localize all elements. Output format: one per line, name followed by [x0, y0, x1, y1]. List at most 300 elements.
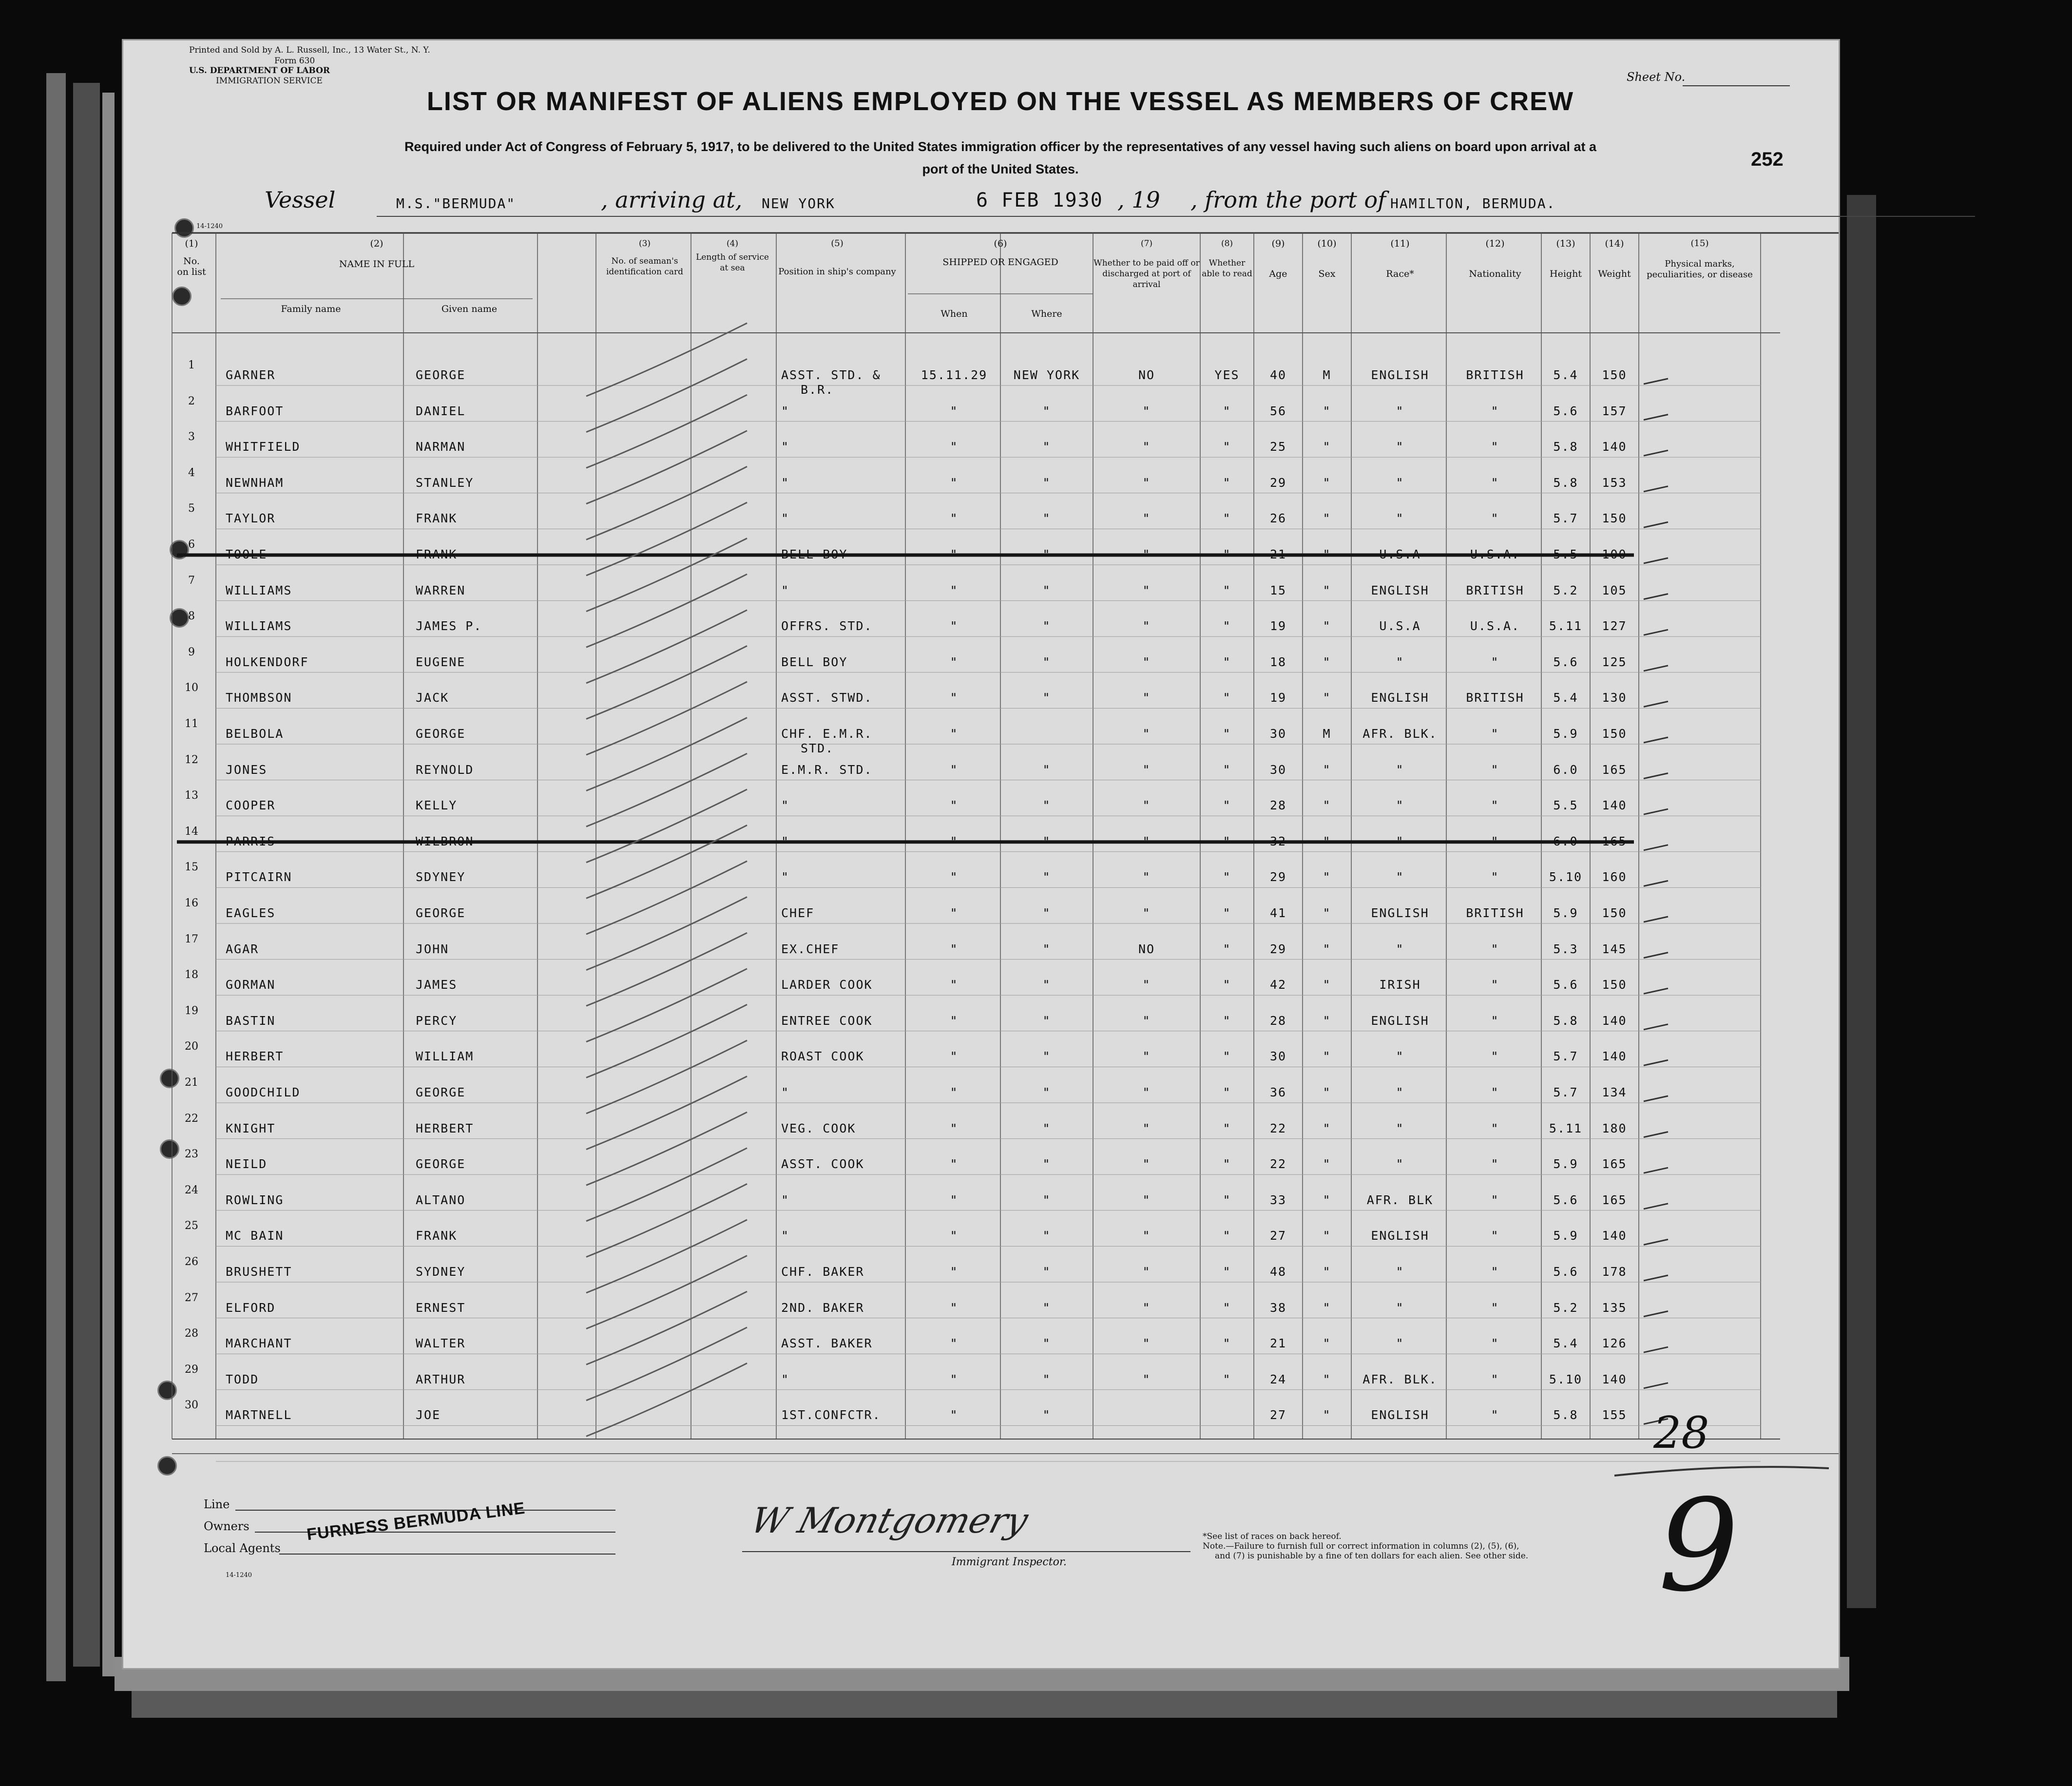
sex-cell: " [1323, 1300, 1331, 1315]
race-cell: " [1396, 870, 1404, 884]
weight-cell: 140 [1602, 1229, 1627, 1243]
race-cell: " [1396, 941, 1404, 956]
read-cell: " [1223, 834, 1231, 848]
age-cell: 22 [1269, 1157, 1287, 1171]
given-cell: GEORGE [416, 1157, 466, 1171]
height-cell: 5.9 [1553, 727, 1578, 741]
height-cell: 5.9 [1553, 1157, 1578, 1171]
age-cell: 19 [1269, 691, 1287, 705]
family-cell: EAGLES [226, 906, 276, 920]
film-edge [102, 93, 115, 1676]
col-number: (10) [1317, 238, 1337, 249]
paid-cell: " [1142, 403, 1151, 418]
race-cell: AFR. BLK. [1362, 727, 1438, 741]
year-label: , 19 [1117, 187, 1160, 213]
family-cell: TAYLOR [226, 511, 276, 526]
col1-header [177, 238, 206, 277]
col-number: (6) [994, 238, 1007, 249]
nationality-cell: " [1491, 870, 1499, 884]
given-cell: WARREN [416, 583, 466, 597]
where-cell: " [1042, 1336, 1051, 1351]
paid-cell: " [1142, 1300, 1151, 1315]
penalty-note-1: Note.—Failure to furnish full or correct information in columns (2), (5), (6), [1203, 1541, 1519, 1551]
position-cell: " [781, 1192, 790, 1207]
col-title: Age [1269, 269, 1287, 279]
paid-cell: " [1142, 1372, 1151, 1386]
when-cell: " [950, 1121, 959, 1135]
position-cell: 2ND. BAKER [781, 1300, 864, 1315]
physical-marks-dash [1644, 1311, 1668, 1317]
given-cell: REYNOLD [416, 762, 474, 777]
sex-cell: " [1323, 1121, 1331, 1135]
given-cell: JOE [416, 1408, 441, 1422]
weight-cell: 165 [1602, 762, 1627, 777]
when-cell: " [950, 619, 959, 634]
read-cell: " [1223, 511, 1231, 526]
sex-cell: " [1323, 870, 1331, 884]
col-title: Race* [1386, 269, 1414, 279]
when-cell: " [950, 1336, 959, 1351]
paid-cell: " [1142, 691, 1151, 705]
nationality-cell: " [1491, 834, 1499, 848]
no-cell: 11 [185, 718, 198, 730]
given-cell: ERNEST [416, 1300, 466, 1315]
when-cell: " [950, 727, 959, 741]
sheet-number-label: Sheet No. [1627, 70, 1686, 84]
where-cell: " [1042, 583, 1051, 597]
col-title: Whether to be paid off or discharged at port of arrival [1094, 258, 1200, 289]
age-cell: 41 [1269, 906, 1287, 920]
physical-marks-dash [1644, 845, 1668, 850]
nationality-cell: " [1491, 440, 1499, 454]
race-cell: ENGLISH [1371, 906, 1429, 920]
where-cell: " [1042, 511, 1051, 526]
physical-marks-dash [1644, 1347, 1668, 1352]
where-cell: " [1042, 1157, 1051, 1171]
weight-cell: 140 [1602, 1372, 1627, 1386]
position-cell: " [781, 1085, 790, 1099]
when-cell: " [950, 941, 959, 956]
physical-marks-dash [1644, 809, 1668, 814]
position-cell: BELL BOY [781, 654, 848, 669]
race-cell: IRISH [1379, 978, 1421, 992]
race-cell: ENGLISH [1371, 691, 1429, 705]
given-cell: STANLEY [416, 475, 474, 490]
paid-cell: " [1142, 1121, 1151, 1135]
where-cell: " [1042, 978, 1051, 992]
physical-marks-dash [1644, 1096, 1668, 1101]
from-port-label: , from the port of [1190, 187, 1386, 213]
given-cell: JACK [416, 691, 449, 705]
nationality-cell: " [1491, 1300, 1499, 1315]
physical-marks-dash [1644, 1132, 1668, 1137]
family-cell: WHITFIELD [226, 440, 301, 454]
nationality-cell: U.S.A. [1470, 619, 1520, 634]
nationality-cell: U.S.A. [1470, 547, 1520, 561]
height-cell: 5.2 [1553, 1300, 1578, 1315]
weight-cell: 165 [1602, 834, 1627, 848]
read-cell: " [1223, 403, 1231, 418]
when-cell: " [950, 403, 959, 418]
nationality-cell: " [1491, 941, 1499, 956]
age-cell: 21 [1269, 1336, 1287, 1351]
sex-cell: M [1323, 368, 1331, 382]
nationality-cell: " [1491, 727, 1499, 741]
race-cell: " [1396, 475, 1404, 490]
age-cell: 29 [1269, 870, 1287, 884]
where-cell: " [1042, 1049, 1051, 1064]
where-cell: " [1042, 1192, 1051, 1207]
sex-cell: " [1323, 654, 1331, 669]
physical-marks-dash [1644, 1383, 1668, 1388]
given-cell: DANIEL [416, 403, 466, 418]
requirement-line-1: Required under Act of Congress of February 5, 1917, to be delivered to the United States immigration officer by the representatives of any vessel having such aliens on board upon arrival at a [404, 139, 1597, 154]
weight-cell: 157 [1602, 403, 1627, 418]
given-cell: FRANK [416, 511, 458, 526]
sex-cell: " [1323, 1085, 1331, 1099]
race-cell: " [1396, 1085, 1404, 1099]
no-cell: 26 [185, 1256, 198, 1268]
sex-cell: " [1323, 475, 1331, 490]
age-cell: 28 [1269, 1013, 1287, 1028]
read-cell: " [1223, 762, 1231, 777]
col-number: (7) [1140, 239, 1153, 249]
film-edge [73, 83, 100, 1667]
physical-marks-dash [1644, 666, 1668, 671]
position-cell: " [781, 440, 790, 454]
position-cell: VEG. COOK [781, 1121, 856, 1135]
vessel-label: Vessel [265, 187, 336, 213]
weight-cell: 135 [1602, 1300, 1627, 1315]
race-cell: " [1396, 834, 1404, 848]
given-cell: ALTANO [416, 1192, 466, 1207]
sex-cell: " [1323, 511, 1331, 526]
col-title: No. on list [177, 256, 206, 277]
given-cell: SDYNEY [416, 870, 466, 884]
nationality-cell: " [1491, 511, 1499, 526]
owners-stamp: FURNESS BERMUDA LINE [306, 1498, 526, 1544]
weight-cell: 100 [1602, 547, 1627, 561]
read-cell: " [1223, 1013, 1231, 1028]
where-cell: " [1042, 870, 1051, 884]
age-cell: 40 [1269, 368, 1287, 382]
signature-line [742, 1551, 1190, 1552]
weight-cell: 140 [1602, 1049, 1627, 1064]
family-cell: MARCHANT [226, 1336, 292, 1351]
height-cell: 5.7 [1553, 1085, 1578, 1099]
where-cell: " [1042, 1372, 1051, 1386]
race-cell: ENGLISH [1371, 1013, 1429, 1028]
height-cell: 5.11 [1549, 619, 1583, 634]
no-cell: 25 [185, 1220, 198, 1232]
weight-cell: 165 [1602, 1192, 1627, 1207]
race-cell: " [1396, 403, 1404, 418]
age-cell: 30 [1269, 727, 1287, 741]
nationality-cell: " [1491, 798, 1499, 813]
sex-cell: " [1323, 1192, 1331, 1207]
weight-cell: 165 [1602, 1157, 1627, 1171]
given-cell: SYDNEY [416, 1265, 466, 1279]
sex-cell: " [1323, 1336, 1331, 1351]
no-cell: 30 [185, 1399, 198, 1412]
weight-cell: 153 [1602, 475, 1627, 490]
col11-header [1351, 238, 1449, 279]
sex-cell: " [1323, 691, 1331, 705]
height-cell: 5.7 [1553, 1049, 1578, 1064]
age-cell: 19 [1269, 619, 1287, 634]
position-cell: BELL BOY [781, 547, 848, 561]
position-cell: 1ST.CONFCTR. [781, 1408, 881, 1422]
family-cell: THOMBSON [226, 691, 292, 705]
read-cell: " [1223, 440, 1231, 454]
read-cell: " [1223, 1049, 1231, 1064]
paid-cell: " [1142, 1049, 1151, 1064]
height-cell: 5.9 [1553, 1229, 1578, 1243]
service: IMMIGRATION SERVICE [216, 76, 323, 86]
race-cell: ENGLISH [1371, 1408, 1429, 1422]
paid-cell: " [1142, 762, 1151, 777]
when-cell: " [950, 1372, 959, 1386]
physical-marks-dash [1644, 773, 1668, 779]
family-cell: BARFOOT [226, 403, 284, 418]
height-cell: 5.6 [1553, 654, 1578, 669]
family-cell: ELFORD [226, 1300, 276, 1315]
form-code: 14-1240 [196, 223, 223, 230]
given-cell: JOHN [416, 941, 449, 956]
paid-cell: " [1142, 654, 1151, 669]
weight-cell: 155 [1602, 1408, 1627, 1422]
family-cell: HERBERT [226, 1049, 284, 1064]
age-cell: 56 [1269, 403, 1287, 418]
where-cell: " [1042, 1121, 1051, 1135]
sex-cell: " [1323, 798, 1331, 813]
weight-cell: 125 [1602, 654, 1627, 669]
weight-cell: 130 [1602, 691, 1627, 705]
height-cell: 6.0 [1553, 762, 1578, 777]
where-cell: " [1042, 475, 1051, 490]
physical-marks-dash [1644, 988, 1668, 994]
col7-header [1093, 238, 1200, 290]
paid-cell: " [1142, 475, 1151, 490]
height-cell: 5.11 [1549, 1121, 1583, 1135]
penalty-note-2: and (7) is punishable by a fine of ten dollars for each alien. See other side. [1215, 1551, 1529, 1561]
when-cell: " [950, 1085, 959, 1099]
when-cell: " [950, 1192, 959, 1207]
weight-cell: 180 [1602, 1121, 1627, 1135]
when-cell: " [950, 1229, 959, 1243]
position-cell: CHF. E.M.R. [781, 727, 873, 741]
when-cell: " [950, 834, 959, 848]
paid-cell: " [1142, 1157, 1151, 1171]
where-cell: " [1042, 403, 1051, 418]
paid-cell: " [1142, 834, 1151, 848]
given-cell: ARTHUR [416, 1372, 466, 1386]
paid-cell: " [1142, 1336, 1151, 1351]
nationality-cell: " [1491, 403, 1499, 418]
col6-header [908, 238, 1093, 268]
read-cell: " [1223, 1265, 1231, 1279]
physical-marks-dash [1644, 1275, 1668, 1281]
col-title: Physical marks, peculiarities, or disease [1647, 259, 1753, 280]
handwritten-page-number: 9 [1658, 1473, 1739, 1620]
col-number: (3) [638, 239, 651, 249]
no-cell: 8 [188, 610, 195, 623]
read-cell: " [1223, 547, 1231, 561]
race-cell: ENGLISH [1371, 368, 1429, 382]
no-cell: 22 [185, 1112, 198, 1125]
weight-cell: 160 [1602, 870, 1627, 884]
no-cell: 18 [185, 969, 198, 981]
family-cell: COOPER [226, 798, 276, 813]
age-cell: 32 [1269, 834, 1287, 848]
races-note: *See list of races on back hereof. [1203, 1532, 1342, 1541]
weight-cell: 150 [1602, 727, 1627, 741]
weight-cell: 150 [1602, 511, 1627, 526]
col-number: (15) [1690, 238, 1709, 249]
age-cell: 24 [1269, 1372, 1287, 1386]
given-name-header: Given name [441, 304, 498, 314]
read-cell: " [1223, 906, 1231, 920]
read-cell: " [1223, 619, 1231, 634]
when-cell: " [950, 691, 959, 705]
departure-port: HAMILTON, BERMUDA. [1390, 195, 1556, 211]
nationality-cell: " [1491, 1265, 1499, 1279]
physical-marks-dash [1644, 522, 1668, 527]
age-cell: 29 [1269, 941, 1287, 956]
race-cell: ENGLISH [1371, 1229, 1429, 1243]
family-cell: WILLIAMS [226, 583, 292, 597]
age-cell: 42 [1269, 978, 1287, 992]
when-cell: " [950, 906, 959, 920]
family-cell: WILLIAMS [226, 619, 292, 634]
page-shadow [132, 1691, 1837, 1718]
where-cell: " [1042, 1013, 1051, 1028]
paid-cell: " [1142, 870, 1151, 884]
given-cell: JAMES [416, 978, 458, 992]
race-cell: AFR. BLK. [1362, 1372, 1438, 1386]
position-cell: E.M.R. STD. [781, 762, 873, 777]
age-cell: 26 [1269, 511, 1287, 526]
sex-cell: " [1323, 547, 1331, 561]
where-cell: NEW YORK [1013, 368, 1080, 382]
position-cell: ENTREE COOK [781, 1013, 873, 1028]
sex-cell: " [1323, 1157, 1331, 1171]
family-cell: GARNER [226, 368, 276, 382]
nationality-cell: " [1491, 1085, 1499, 1099]
sex-cell: " [1323, 440, 1331, 454]
weight-cell: 145 [1602, 941, 1627, 956]
position-cell: ASST. STD. & [781, 368, 881, 382]
no-cell: 12 [185, 753, 198, 766]
nationality-cell: BRITISH [1466, 691, 1524, 705]
col-title: SHIPPED OR ENGAGED [942, 257, 1058, 268]
weight-cell: 140 [1602, 440, 1627, 454]
given-cell: EUGENE [416, 654, 466, 669]
age-cell: 30 [1269, 1049, 1287, 1064]
paid-cell: " [1142, 727, 1151, 741]
col-number: (2) [370, 238, 384, 249]
height-cell: 5.6 [1553, 978, 1578, 992]
where-cell: " [1042, 654, 1051, 669]
col-number: (5) [831, 238, 844, 249]
when-cell: " [950, 547, 959, 561]
col-title: Sex [1318, 269, 1336, 279]
age-cell: 28 [1269, 798, 1287, 813]
when-cell: " [950, 1265, 959, 1279]
where-cell: " [1042, 906, 1051, 920]
read-cell: " [1223, 727, 1231, 741]
family-cell: NEWNHAM [226, 475, 284, 490]
sex-cell: " [1323, 1049, 1331, 1064]
physical-marks-dash [1644, 953, 1668, 958]
when-cell: " [950, 870, 959, 884]
when-header: When [940, 308, 968, 319]
nationality-cell: " [1491, 1121, 1499, 1135]
position-cell: ASST. COOK [781, 1157, 864, 1171]
no-cell: 10 [185, 682, 198, 694]
age-cell: 21 [1269, 547, 1287, 561]
when-cell: " [950, 1013, 959, 1028]
race-cell: " [1396, 762, 1404, 777]
read-cell: " [1223, 1300, 1231, 1315]
form-title: LIST OR MANIFEST OF ALIENS EMPLOYED ON THE VESSEL AS MEMBERS OF CREW [426, 87, 1574, 116]
read-cell: " [1223, 583, 1231, 597]
line-label: Line [204, 1498, 230, 1511]
age-cell: 38 [1269, 1300, 1287, 1315]
table-grid [123, 40, 1839, 1668]
paid-cell: " [1142, 440, 1151, 454]
read-cell: " [1223, 1372, 1231, 1386]
race-cell: " [1396, 1049, 1404, 1064]
family-cell: BRUSHETT [226, 1265, 292, 1279]
physical-marks-dash [1644, 917, 1668, 922]
family-cell: AGAR [226, 941, 259, 956]
physical-marks-dash [1644, 630, 1668, 635]
no-cell: 5 [188, 502, 195, 515]
age-cell: 25 [1269, 440, 1287, 454]
weight-cell: 134 [1602, 1085, 1627, 1099]
paid-cell: NO [1138, 941, 1155, 956]
when-cell: " [950, 1300, 959, 1315]
paid-cell: " [1142, 583, 1151, 597]
inspector-signature: W Montgomery [746, 1500, 1033, 1541]
family-cell: MC BAIN [226, 1229, 284, 1243]
given-cell: HERBERT [416, 1121, 474, 1135]
read-cell: " [1223, 1336, 1231, 1351]
where-cell: " [1042, 834, 1051, 848]
footer-form-code: 14-1240 [226, 1572, 252, 1579]
no-cell: 16 [185, 897, 198, 909]
col5-header [776, 238, 898, 277]
physical-marks-dash [1644, 450, 1668, 456]
read-cell: " [1223, 941, 1231, 956]
read-cell: " [1223, 1157, 1231, 1171]
no-cell: 7 [188, 574, 195, 587]
race-cell: " [1396, 1300, 1404, 1315]
printer-line: Printed and Sold by A. L. Russell, Inc., 13 Water St., N. Y. [189, 45, 430, 55]
col-number: (13) [1556, 238, 1575, 249]
requirement-line-2: port of the United States. [922, 162, 1079, 176]
sex-cell: " [1323, 1265, 1331, 1279]
height-cell: 5.4 [1553, 368, 1578, 382]
position-cell: " [781, 1372, 790, 1386]
weight-cell: 140 [1602, 1013, 1627, 1028]
weight-cell: 150 [1602, 978, 1627, 992]
col-title: Weight [1598, 269, 1631, 279]
read-cell: " [1223, 691, 1231, 705]
sex-cell: " [1323, 906, 1331, 920]
sex-cell: " [1323, 1229, 1331, 1243]
